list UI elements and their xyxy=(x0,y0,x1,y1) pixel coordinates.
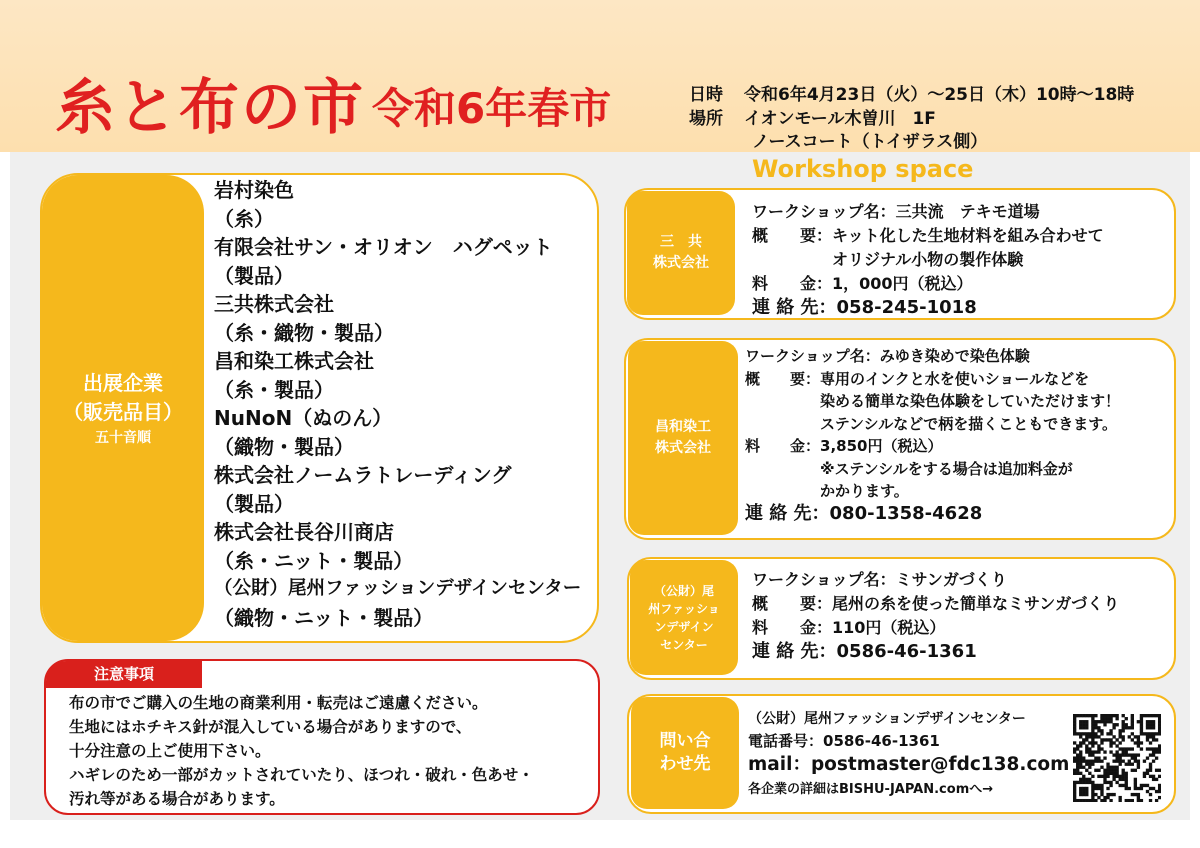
card-side-line: センター xyxy=(660,637,708,652)
notice-panel xyxy=(44,659,600,815)
card-line: 料 金：110円（税込） xyxy=(752,618,946,637)
notice-line: 生地にはホチキス針が混入している場合がありますので、 xyxy=(69,718,472,736)
qr-code-graphic xyxy=(1073,714,1161,802)
page-subtitle: 令和6年春市 xyxy=(372,84,612,133)
exhibitor-line: 岩村染色 xyxy=(214,178,294,202)
card-side-line: （公財）尾 xyxy=(653,583,714,598)
workshop-card-details xyxy=(752,568,1119,664)
workshop-card-side xyxy=(628,341,738,535)
exhibitor-line: NuNoN（ぬのん） xyxy=(214,406,393,430)
card-line: 概 要：キット化した生地材料を組み合わせて xyxy=(752,226,1104,245)
exhibitor-line: （製品） xyxy=(214,491,294,516)
place-label: 場所 xyxy=(689,109,723,129)
card-line: 連 絡 先：058-245-1018 xyxy=(752,297,977,318)
contact-email[interactable]: mail：postmaster@fdc138.com xyxy=(748,754,1070,775)
card-side-line: ンデザイン xyxy=(654,619,714,634)
date-value: 令和6年4月23日（火）～25日（木）10時～18時 xyxy=(744,85,1135,105)
exhibitor-line: 株式会社長谷川商店 xyxy=(214,520,394,544)
exhibitor-label: 出展企業 xyxy=(83,371,163,395)
contact-website-note[interactable]: 各企業の詳細はBISHU-JAPAN.comへ→ xyxy=(748,782,994,797)
exhibitor-line: 昌和染工株式会社 xyxy=(214,349,374,373)
exhibitor-line: （公財）尾州ファッションデザインセンター xyxy=(214,578,582,599)
place-value-2: ノースコート（トイザラス側） xyxy=(752,132,988,152)
date-label: 日時 xyxy=(689,85,723,105)
card-side-line: 株式会社 xyxy=(655,440,711,456)
exhibitor-line: （糸・織物・製品） xyxy=(214,320,394,345)
exhibitor-side-label xyxy=(42,175,204,641)
exhibitor-line: 株式会社ノームラトレーディング xyxy=(214,463,512,487)
card-line: 料 金：1，000円（税込） xyxy=(752,274,973,293)
exhibitor-line: 三共株式会社 xyxy=(214,292,334,316)
card-line: ワークショップ名：みゆき染めで染色体験 xyxy=(745,347,1030,365)
card-side-line: 昌和染工 xyxy=(655,419,711,435)
workshop-card-side xyxy=(630,560,738,675)
contact-card-side xyxy=(631,697,739,809)
contact-phone: 電話番号：0586-46-1361 xyxy=(748,732,940,750)
notice-line: 十分注意の上ご使用下さい。 xyxy=(69,742,271,760)
qr-code-icon[interactable] xyxy=(1073,714,1161,802)
card-side-line: 問い合 xyxy=(659,731,711,751)
workshop-card-side xyxy=(627,191,735,315)
card-line: 染める簡単な染色体験をしていただけます！ xyxy=(745,392,1121,410)
exhibitor-order-note: 五十音順 xyxy=(95,430,151,446)
card-line: 連 絡 先：080-1358-4628 xyxy=(745,502,983,524)
notice-title: 注意事項 xyxy=(46,661,202,688)
notice-line: 汚れ等がある場合があります。 xyxy=(69,790,285,808)
card-side-line: 州ファッショ xyxy=(648,601,720,616)
card-line: 概 要：尾州の糸を使った簡単なミサンガづくり xyxy=(752,594,1120,613)
card-side-line: 株式会社 xyxy=(653,255,709,271)
place-value-1: イオンモール木曽川 1F xyxy=(744,109,936,129)
exhibitor-line: （糸・ニット・製品） xyxy=(214,548,414,573)
page-title: 糸と布の市 xyxy=(55,73,365,143)
notice-line: ハギレのため一部がカットされていたり、ほつれ・破れ・色あせ・ xyxy=(69,766,534,784)
workshop-card-details xyxy=(745,345,1120,525)
exhibitor-list xyxy=(214,176,594,632)
exhibitor-line: （糸・製品） xyxy=(214,377,334,402)
card-line: ワークショップ名：三共流 テキモ道場 xyxy=(752,202,1040,221)
card-line: 連 絡 先：0586-46-1361 xyxy=(752,641,977,662)
card-line: 概 要：専用のインクと水を使いショールなどを xyxy=(745,369,1090,388)
contact-org: （公財）尾州ファッションデザインセンター xyxy=(748,711,1026,727)
card-line: 料 金：3,850円（税込） xyxy=(745,437,943,455)
card-line: ※ステンシルをする場合は追加料金が xyxy=(745,459,1073,478)
notice-line: 布の市でご購入の生地の商業利用・転売はご遠慮ください。 xyxy=(69,694,488,712)
exhibitor-line: （織物・製品） xyxy=(214,434,354,459)
card-line: ワークショップ名：ミサンガづくり xyxy=(752,570,1007,589)
exhibitor-line: 有限会社サン・オリオン ハグペット xyxy=(214,235,553,259)
contact-details xyxy=(748,708,1069,802)
notice-body xyxy=(69,691,534,811)
exhibitor-label-sub: （販売品目） xyxy=(63,400,183,424)
card-side-line: わせ先 xyxy=(659,754,711,774)
card-side-line: 三 共 xyxy=(660,234,702,250)
workshop-heading: Workshop space xyxy=(752,155,974,183)
card-line: オリジナル小物の製作体験 xyxy=(752,250,1024,269)
exhibitor-line: （製品） xyxy=(214,263,294,288)
workshop-card-details xyxy=(752,200,1104,320)
card-line: ステンシルなどで柄を描くこともできます。 xyxy=(745,414,1118,433)
exhibitor-line: （織物・ニット・製品） xyxy=(214,605,434,630)
card-line: かかります。 xyxy=(745,482,909,500)
exhibitor-line: （糸） xyxy=(214,206,274,231)
